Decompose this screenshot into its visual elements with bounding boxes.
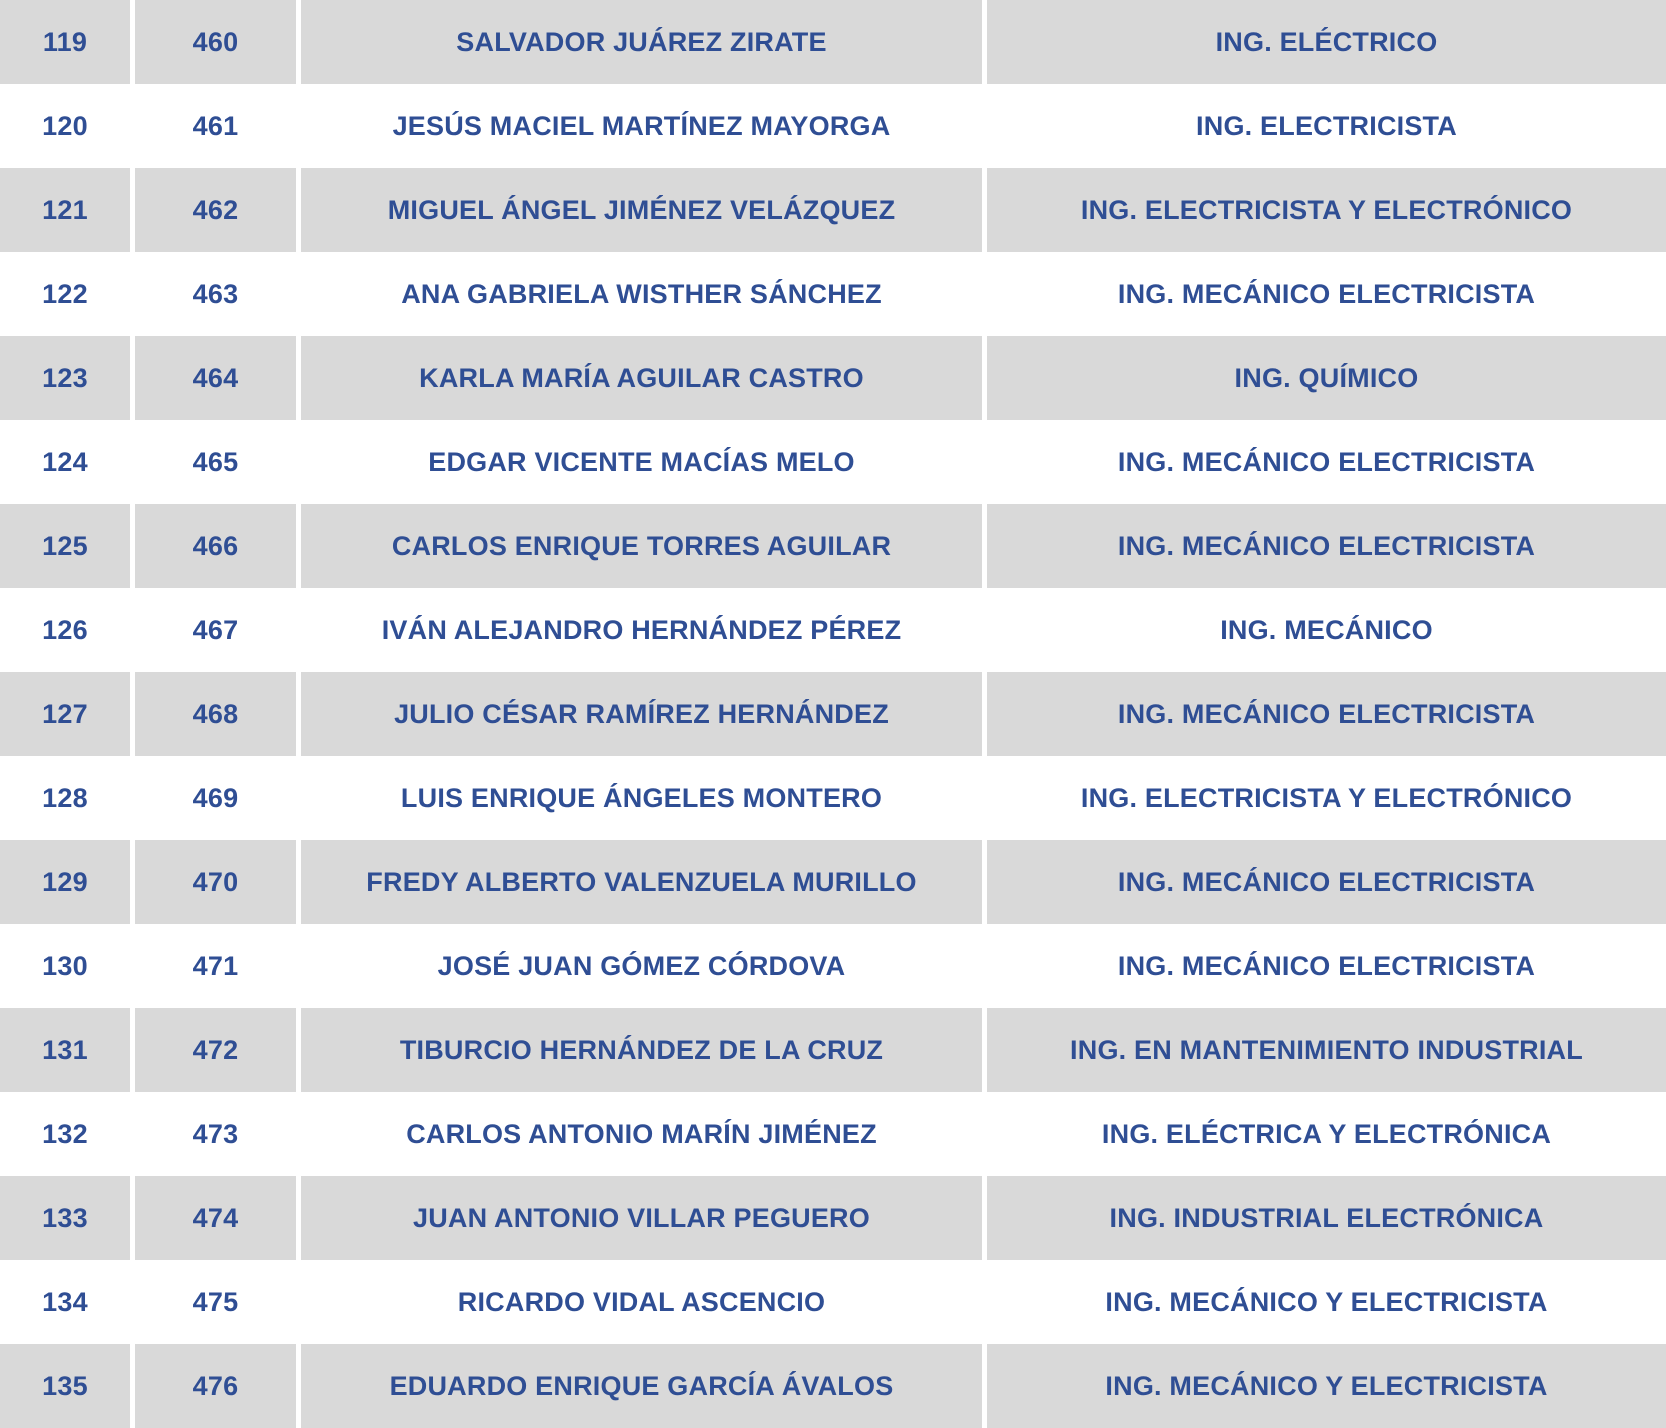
table-row bbox=[0, 672, 1666, 756]
degree-cell: ING. MECÁNICO Y ELECTRICISTA bbox=[982, 1344, 1666, 1428]
table-row bbox=[0, 1260, 1666, 1344]
person-name-cell: ANA GABRIELA WISTHER SÁNCHEZ bbox=[296, 252, 982, 336]
person-name-cell: RICARDO VIDAL ASCENCIO bbox=[296, 1260, 982, 1344]
row-number-cell: 121 bbox=[0, 168, 130, 252]
registry-code-cell: 473 bbox=[130, 1092, 296, 1176]
table-row bbox=[0, 1092, 1666, 1176]
person-name-cell: TIBURCIO HERNÁNDEZ DE LA CRUZ bbox=[296, 1008, 982, 1092]
row-number-cell: 134 bbox=[0, 1260, 130, 1344]
registry-code-cell: 466 bbox=[130, 504, 296, 588]
degree-cell: ING. MECÁNICO bbox=[982, 588, 1666, 672]
row-number-cell: 122 bbox=[0, 252, 130, 336]
person-name-cell: FREDY ALBERTO VALENZUELA MURILLO bbox=[296, 840, 982, 924]
person-name-cell: SALVADOR JUÁREZ ZIRATE bbox=[296, 0, 982, 84]
person-name-cell: JULIO CÉSAR RAMÍREZ HERNÁNDEZ bbox=[296, 672, 982, 756]
person-name-cell: JESÚS MACIEL MARTÍNEZ MAYORGA bbox=[296, 84, 982, 168]
row-number-cell: 125 bbox=[0, 504, 130, 588]
degree-cell: ING. MECÁNICO ELECTRICISTA bbox=[982, 840, 1666, 924]
table-row bbox=[0, 924, 1666, 1008]
degree-cell: ING. QUÍMICO bbox=[982, 336, 1666, 420]
degree-cell: ING. MECÁNICO ELECTRICISTA bbox=[982, 924, 1666, 1008]
registry-code-cell: 465 bbox=[130, 420, 296, 504]
row-number-cell: 127 bbox=[0, 672, 130, 756]
degree-cell: ING. MECÁNICO ELECTRICISTA bbox=[982, 420, 1666, 504]
degree-cell: ING. EN MANTENIMIENTO INDUSTRIAL bbox=[982, 1008, 1666, 1092]
registry-code-cell: 475 bbox=[130, 1260, 296, 1344]
row-number-cell: 128 bbox=[0, 756, 130, 840]
registry-code-cell: 461 bbox=[130, 84, 296, 168]
registry-code-cell: 471 bbox=[130, 924, 296, 1008]
person-name-cell: JOSÉ JUAN GÓMEZ CÓRDOVA bbox=[296, 924, 982, 1008]
person-name-cell: LUIS ENRIQUE ÁNGELES MONTERO bbox=[296, 756, 982, 840]
table-row bbox=[0, 252, 1666, 336]
registry-code-cell: 472 bbox=[130, 1008, 296, 1092]
registry-code-cell: 460 bbox=[130, 0, 296, 84]
registry-code-cell: 462 bbox=[130, 168, 296, 252]
degree-cell: ING. ELÉCTRICA Y ELECTRÓNICA bbox=[982, 1092, 1666, 1176]
row-number-cell: 132 bbox=[0, 1092, 130, 1176]
person-name-cell: CARLOS ENRIQUE TORRES AGUILAR bbox=[296, 504, 982, 588]
degree-cell: ING. ELECTRICISTA Y ELECTRÓNICO bbox=[982, 756, 1666, 840]
row-number-cell: 130 bbox=[0, 924, 130, 1008]
person-name-cell: CARLOS ANTONIO MARÍN JIMÉNEZ bbox=[296, 1092, 982, 1176]
person-name-cell: EDUARDO ENRIQUE GARCÍA ÁVALOS bbox=[296, 1344, 982, 1428]
person-name-cell: MIGUEL ÁNGEL JIMÉNEZ VELÁZQUEZ bbox=[296, 168, 982, 252]
table-row bbox=[0, 84, 1666, 168]
person-name-cell: KARLA MARÍA AGUILAR CASTRO bbox=[296, 336, 982, 420]
degree-cell: ING. ELÉCTRICO bbox=[982, 0, 1666, 84]
row-number-cell: 126 bbox=[0, 588, 130, 672]
registry-code-cell: 464 bbox=[130, 336, 296, 420]
row-number-cell: 123 bbox=[0, 336, 130, 420]
row-number-cell: 129 bbox=[0, 840, 130, 924]
table-row bbox=[0, 0, 1666, 84]
degree-cell: ING. INDUSTRIAL ELECTRÓNICA bbox=[982, 1176, 1666, 1260]
table-row bbox=[0, 1344, 1666, 1428]
table-row bbox=[0, 504, 1666, 588]
row-number-cell: 131 bbox=[0, 1008, 130, 1092]
table-row bbox=[0, 1008, 1666, 1092]
row-number-cell: 124 bbox=[0, 420, 130, 504]
degree-cell: ING. MECÁNICO ELECTRICISTA bbox=[982, 504, 1666, 588]
degree-cell: ING. MECÁNICO Y ELECTRICISTA bbox=[982, 1260, 1666, 1344]
registry-code-cell: 463 bbox=[130, 252, 296, 336]
registry-code-cell: 468 bbox=[130, 672, 296, 756]
registry-code-cell: 467 bbox=[130, 588, 296, 672]
person-name-cell: IVÁN ALEJANDRO HERNÁNDEZ PÉREZ bbox=[296, 588, 982, 672]
table-row bbox=[0, 840, 1666, 924]
registry-code-cell: 476 bbox=[130, 1344, 296, 1428]
registry-code-cell: 474 bbox=[130, 1176, 296, 1260]
person-name-cell: JUAN ANTONIO VILLAR PEGUERO bbox=[296, 1176, 982, 1260]
row-number-cell: 120 bbox=[0, 84, 130, 168]
registry-code-cell: 469 bbox=[130, 756, 296, 840]
table-row bbox=[0, 1176, 1666, 1260]
degree-cell: ING. MECÁNICO ELECTRICISTA bbox=[982, 672, 1666, 756]
person-name-cell: EDGAR VICENTE MACÍAS MELO bbox=[296, 420, 982, 504]
row-number-cell: 119 bbox=[0, 0, 130, 84]
table-row bbox=[0, 168, 1666, 252]
row-number-cell: 133 bbox=[0, 1176, 130, 1260]
registry-code-cell: 470 bbox=[130, 840, 296, 924]
table-row bbox=[0, 756, 1666, 840]
degree-cell: ING. ELECTRICISTA bbox=[982, 84, 1666, 168]
degree-cell: ING. MECÁNICO ELECTRICISTA bbox=[982, 252, 1666, 336]
degree-cell: ING. ELECTRICISTA Y ELECTRÓNICO bbox=[982, 168, 1666, 252]
table-row bbox=[0, 420, 1666, 504]
row-number-cell: 135 bbox=[0, 1344, 130, 1428]
table-row bbox=[0, 588, 1666, 672]
table-row bbox=[0, 336, 1666, 420]
